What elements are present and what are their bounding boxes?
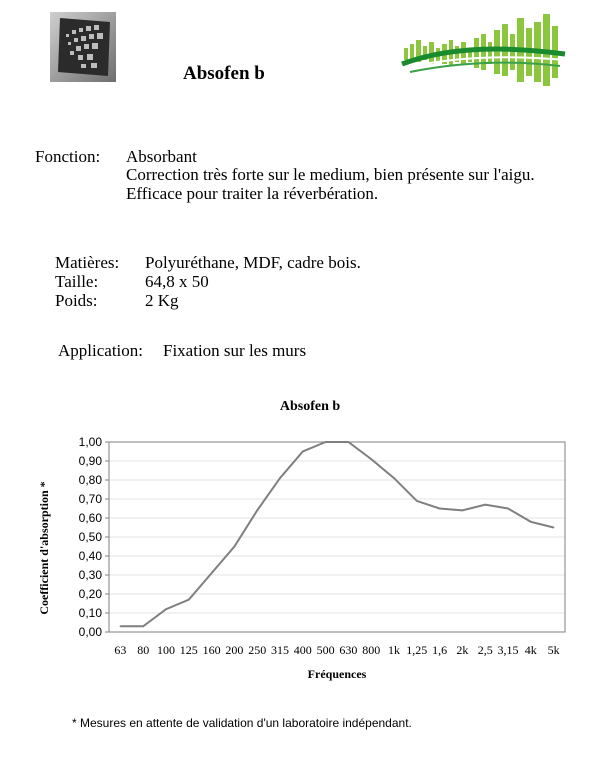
y-tick-labels (79, 435, 109, 639)
x-tick-label: 5k (547, 643, 560, 657)
x-tick-label: 80 (137, 643, 150, 657)
y-tick-label: 0,40 (78, 549, 102, 563)
fonction-value: Absorbant (126, 147, 197, 166)
y-tick-label: 0,80 (78, 473, 102, 487)
x-tick-label: 400 (293, 643, 312, 657)
data-point (325, 441, 327, 443)
x-tick-label: 63 (114, 643, 127, 657)
brand-logo (400, 10, 570, 90)
data-point (142, 626, 144, 628)
data-point (279, 477, 281, 479)
fonction-label: Fonction: (35, 147, 101, 166)
application-label: Application: (58, 341, 143, 360)
data-point (462, 510, 464, 512)
product-image (50, 12, 116, 82)
data-point (370, 458, 372, 460)
data-point (188, 599, 190, 601)
x-tick-label: 3,15 (497, 643, 519, 657)
poids-label: Poids: (55, 291, 98, 310)
x-tick-label: 1k (388, 643, 400, 657)
data-point (484, 504, 486, 506)
data-point (439, 508, 441, 510)
data-point (120, 626, 122, 628)
y-tick-label: 0,20 (78, 587, 102, 601)
y-tick-label: 1,00 (78, 435, 102, 449)
y-tick-label: 0,50 (78, 530, 102, 544)
y-tick-label: 0,60 (78, 511, 102, 525)
x-tick-label: 125 (179, 643, 198, 657)
taille-label: Taille: (55, 272, 99, 291)
product-title: Absofen b (183, 63, 265, 84)
data-point (234, 546, 236, 548)
y-tick-label: 0,10 (78, 606, 102, 620)
data-point (211, 572, 213, 574)
data-point (393, 477, 395, 479)
x-tick-label: 1,6 (432, 643, 448, 657)
data-point (348, 441, 350, 443)
data-point (530, 521, 532, 523)
x-tick-label: 250 (248, 643, 267, 657)
taille-value: 64,8 x 50 (145, 272, 209, 291)
y-tick-label: 0,70 (78, 492, 102, 506)
data-points (120, 441, 555, 627)
footnote: * Mesures en attente de validation d'un laboratoire indépendant. (72, 716, 412, 730)
fonction-line-2: Correction très forte sur le medium, bien présente sur l'aigu. (126, 165, 535, 184)
series-line (120, 442, 553, 626)
y-tick-label: 0,90 (78, 454, 102, 468)
x-tick-labels (114, 643, 559, 657)
y-tick-label: 0,00 (78, 625, 102, 639)
matieres-label: Matières: (55, 253, 120, 272)
application-value: Fixation sur les murs (163, 341, 307, 360)
x-tick-label: 200 (225, 643, 244, 657)
y-axis-label: Coefficient d'absorption * (37, 481, 51, 615)
chart-title: Absofen b (279, 399, 341, 414)
data-point (507, 508, 509, 510)
matieres-value: Polyuréthane, MDF, cadre bois. (145, 253, 361, 272)
x-tick-label: 160 (202, 643, 221, 657)
poids-value: 2 Kg (145, 291, 179, 310)
data-point (416, 500, 418, 502)
absorption-chart (0, 420, 600, 690)
data-point (256, 510, 258, 512)
x-tick-label: 1,25 (406, 643, 428, 657)
x-tick-label: 800 (362, 643, 381, 657)
data-point (553, 527, 555, 529)
x-tick-label: 4k (524, 643, 537, 657)
x-tick-label: 500 (316, 643, 335, 657)
x-tick-label: 315 (271, 643, 289, 657)
data-point (302, 451, 304, 453)
y-tick-label: 0,30 (78, 568, 102, 582)
x-tick-label: 630 (339, 643, 358, 657)
fonction-line-3: Efficace pour traiter la réverbération. (126, 184, 379, 203)
data-point (165, 608, 167, 610)
x-axis-label: Fréquences (307, 667, 367, 681)
x-tick-label: 2,5 (477, 643, 493, 657)
x-tick-label: 100 (157, 643, 175, 657)
x-tick-label: 2k (456, 643, 469, 657)
